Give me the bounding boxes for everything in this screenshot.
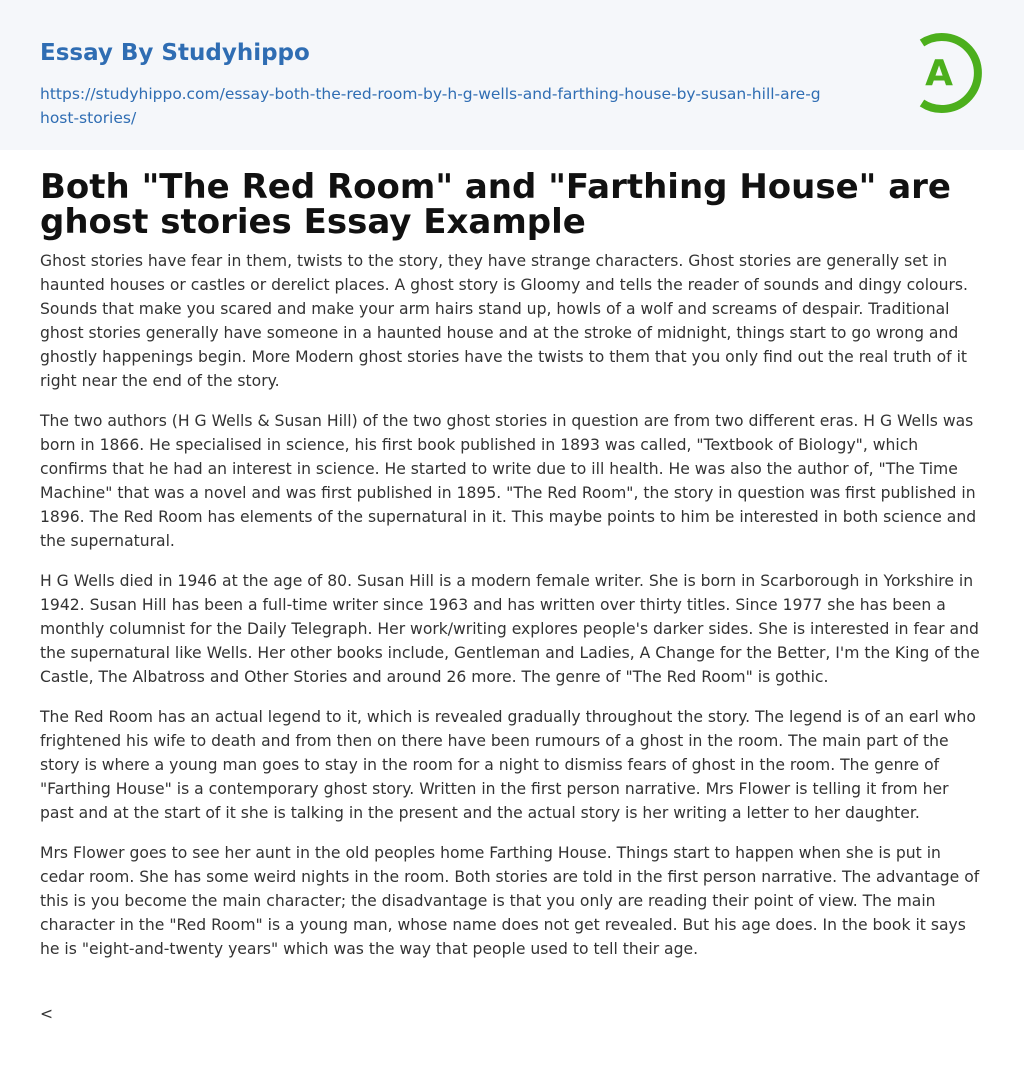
essay-title: Both "The Red Room" and "Farthing House" are ghost stories Essay Example [40,167,951,242]
essay-paragraph-4: The Red Room has an actual legend to it, which is revealed gradually throughout the story. The legend is of an earl who frightened his wife to death and from then on there have been rumours of a ghost in the room. The main part of the story is where a young man goes to stay in the room for a night to dismiss fears of ghost in the room. The genre of "Farthing House" is a contemporary ghost story. Written in the first person narrative. Mrs Flower is telling it from her past and at the start of it she is talking in the present and the actual story is her writing a letter to her daughter. [40,708,976,822]
studyhippo-logo-icon[interactable] [912,30,986,116]
site-header [0,0,1024,150]
more-marker: < [40,1005,54,1023]
essay-url-link[interactable]: https://studyhippo.com/essay-both-the-red-room-by-h-g-wells-and-farthing-house-by-susan-hill-are-ghost-stories/ [40,85,821,127]
essay-paragraph-5: Mrs Flower goes to see her aunt in the old peoples home Farthing House. Things start to happen when she is put in cedar room. She has some weird nights in the room. Both stories are told in the first person narrative. The advantage of this is you become the main character; the disadvantage is that you only are reading their point of view. The main character in the "Red Room" is a young man, whose name does not get revealed. But his age does. In the book it says he is "eight-and-twenty years" which was the way that people used to tell their age. [40,844,980,958]
essay-body [40,249,985,977]
essay-paragraph-1: Ghost stories have fear in them, twists to the story, they have strange characters. Ghost stories are generally set in haunted houses or castles or derelict places. A ghost story is Gloomy and tells the reader of sounds and dingy colours. Sounds that make you scared and make your arm hairs stand up, howls of a wolf and screams of despair. Traditional ghost stories generally have someone in a haunted house and at the stroke of midnight, things start to go wrong and ghostly happenings begin. More Modern ghost stories have the twists to them that you only find out the real truth of it right near the end of the story. [40,252,968,390]
logo-letter: A [925,53,953,94]
essay-paragraph-3: H G Wells died in 1946 at the age of 80. Susan Hill is a modern female writer. She is born in Scarborough in Yorkshire in 1942. Susan Hill has been a full-time writer since 1963 and has written over thirty titles. Since 1977 she has been a monthly columnist for the Daily Telegraph. Her work/writing explores people's darker sides. She is interested in fear and the supernatural like Wells. Her other books include, Gentleman and Ladies, A Change for the Better, I'm the King of the Castle, The Albatross and Other Stories and around 26 more. The genre of "The Red Room" is gothic. [40,572,980,686]
site-brand[interactable]: Essay By Studyhippo [40,40,310,66]
essay-paragraph-2: The two authors (H G Wells & Susan Hill) of the two ghost stories in question are from two different eras. H G Wells was born in 1866. He specialised in science, his first book published in 1893 was called, "Textbook of Biology", which confirms that he had an interest in science. He started to write due to ill health. He was also the author of, "The Time Machine" that was a novel and was first published in 1895. "The Red Room", the story in question was first published in 1896. The Red Room has elements of the supernatural in it. This maybe points to him be interested in both science and the supernatural. [40,412,977,550]
